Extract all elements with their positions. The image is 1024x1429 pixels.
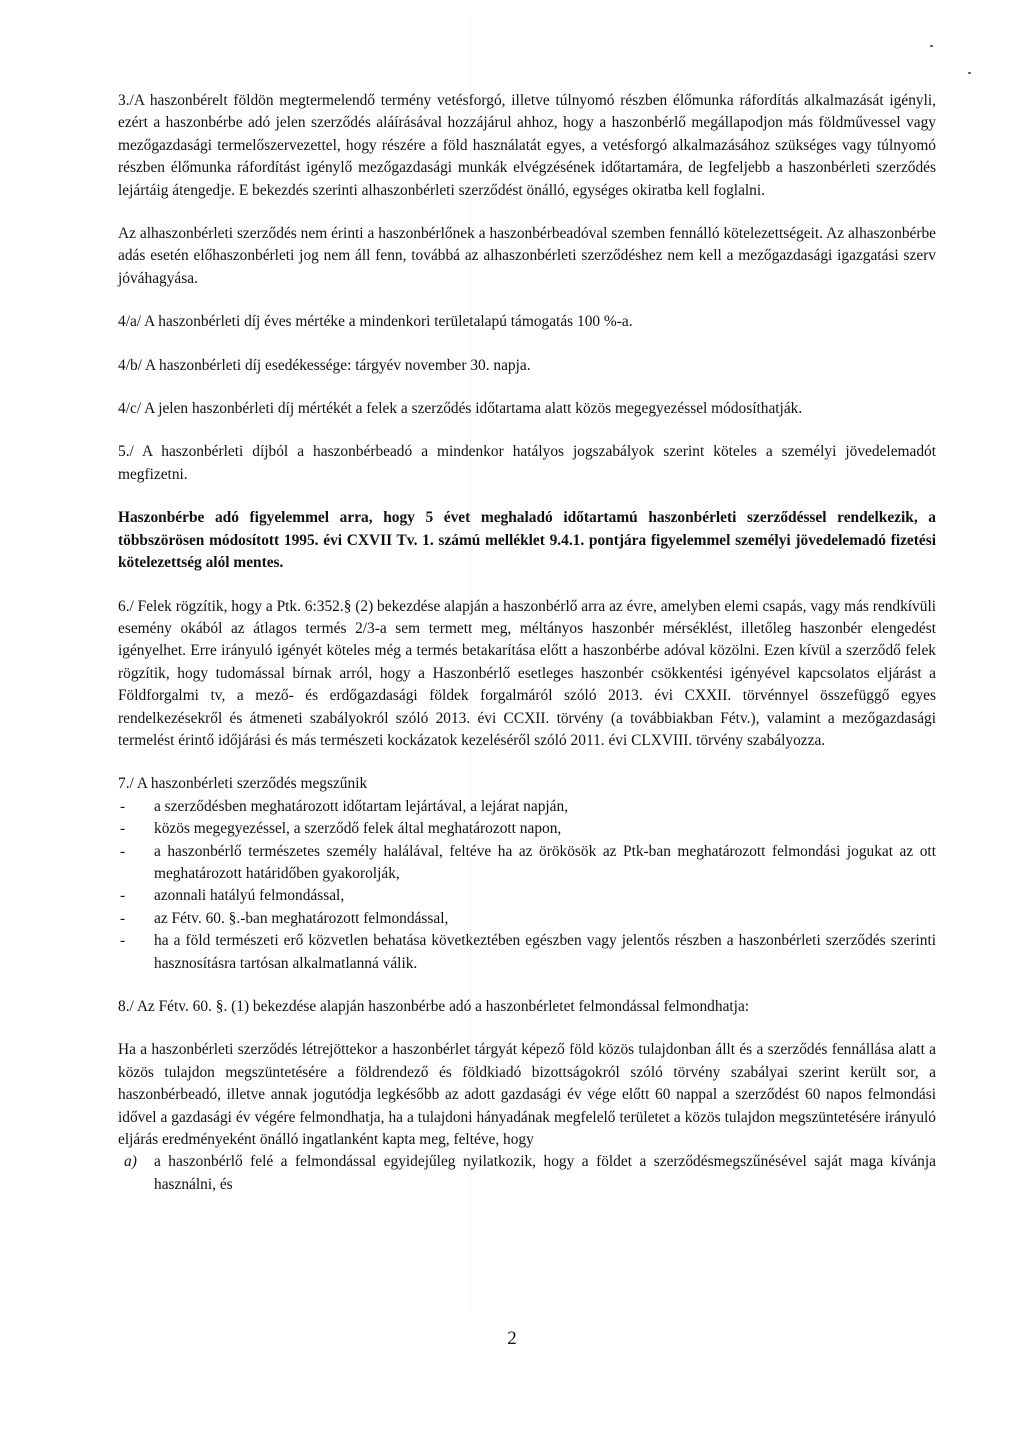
termination-list — [118, 796, 936, 975]
paragraph-4c: 4/c/ A jelen haszonbérleti díj mértékét a felek a szerződés időtartama alatt közös megegyezéssel módosíthatják. — [118, 400, 803, 418]
list-item — [118, 930, 936, 975]
list-marker: - — [120, 909, 126, 927]
list-item-text: közös megegyezéssel, a szerződő felek által meghatározott napon, — [154, 820, 562, 838]
list-marker: - — [120, 820, 126, 838]
list-item-text: ha a föld természeti erő közvetlen behatása következtében egészben vagy jelentős részben a haszonbérleti szerződés szerinti hasznosításra tartósan alkalmatlanná válik. — [154, 932, 936, 972]
list-marker: - — [120, 842, 126, 860]
list-marker: - — [120, 932, 126, 950]
paragraph-6: 6./ Felek rögzítik, hogy a Ptk. 6:352.§ (2) bekezdése alapján a haszonbérlő arra az évre, amelyben elemi csapás, vagy más rendkívüli esemény okából az átlagos termés 2/3-a sem termett meg, méltányos haszonbér mérséklést, illetőleg haszonbér elengedést igényelhet. Erre irányuló igényét köteles még a termés betakarítása előtt a haszonbérbe adóval közölni. Ezen kívül a szerződő felek rögzítik, hogy tudomással bírnak arról, hogy a Haszonbérlő esetleges haszonbér csökkentési igényével kapcsolatos eljárást a Földforgalmi tv, a mező- és erdőgazdasági földek forgalmáról szóló 2013. évi CXXII. törvénnyel összefüggő egyes rendelkezésekről és átmeneti szabályokról szóló 2013. évi CCXII. törvény (a továbbiakban Fétv.), valamint a mezőgazdasági termelést érintő időjárási és más természeti kockázatok kezeléséről szóló 2011. évi CLXVIII. törvény szabályozza. — [118, 597, 936, 749]
document-page — [118, 90, 936, 1196]
scan-speck — [968, 72, 971, 74]
list-item-text: a szerződésben meghatározott időtartam lejártával, a lejárat napján, — [154, 797, 569, 815]
list-marker: a) — [124, 1153, 137, 1171]
paragraph-4b: 4/b/ A haszonbérleti díj esedékessége: tárgyév november 30. napja. — [118, 356, 531, 374]
list-marker: - — [120, 797, 126, 815]
list-item — [118, 1151, 936, 1196]
list-item-text: az Fétv. 60. §.-ban meghatározott felmondással, — [154, 909, 449, 927]
section-7 — [118, 773, 936, 975]
list-item-text: a haszonbérlő felé a felmondással egyidejűleg nyilatkozik, hogy a földet a szerződésmegszűnésével saját maga kívánja használni, és — [154, 1153, 936, 1193]
paragraph-5-tax-exemption: Haszonbérbe adó figyelemmel arra, hogy 5 évet meghaladó időtartamú haszonbérleti szerződéssel rendelkezik, a többszörösen módosított 1995. évi CXVII Tv. 1. számú melléklet 9.4.1. pontjára figyelemmel személyi jövedelemadó fizetési kötelezettség alól mentes. — [118, 509, 936, 572]
list-item — [118, 796, 936, 818]
list-item — [118, 908, 936, 930]
list-marker: - — [120, 887, 126, 905]
scan-speck — [930, 45, 933, 47]
list-item-text: azonnali hatályú felmondással, — [154, 887, 345, 905]
condition-list — [118, 1151, 936, 1196]
list-item — [118, 818, 936, 840]
paragraph-5: 5./ A haszonbérleti díjból a haszonbérbeadó a mindenkor hatályos jogszabályok szerint köteles a személyi jövedelemadót megfizetni. — [118, 443, 936, 483]
paragraph-3: 3./A haszonbérelt földön megtermelendő termény vetésforgó, illetve túlnyomó részben élőmunka ráfordítás alkalmazását igényli, ezért a haszonbérbe adó jelen szerződés aláírásával hozzájárul ahhoz, hogy a haszonbérlő megállapodjon más földművessel vagy mezőgazdasági termelőszervezettel, hogy részére a föld használatát egyes, a vetésforgó alkalmazásához szükséges vagy túlnyomó részben élőmunka ráfordítást igénylő mezőgazdasági munkák elvégzésének időtartamára, de legfeljebb a haszonbérleti szerződés lejártáig átengedje. E bekezdés szerinti alhaszonbérleti szerződést önálló, egységes okiratba kell foglalni. — [118, 92, 936, 199]
paragraph-4a: 4/a/ A haszonbérleti díj éves mértéke a mindenkori területalapú támogatás 100 %-a. — [118, 313, 633, 331]
paragraph-3-sublease: Az alhaszonbérleti szerződés nem érinti a haszonbérlőnek a haszonbérbeadóval szemben fennálló kötelezettségeit. Az alhaszonbérbe adás esetén előhaszonbérleti jog nem áll fenn, továbbá az alhaszonbérleti szerződéshez nem kell a mezőgazdasági igazgatási szerv jóváhagyása. — [118, 225, 936, 287]
page-number: 2 — [507, 1328, 517, 1349]
list-item — [118, 885, 936, 907]
paragraph-8: 8./ Az Fétv. 60. §. (1) bekezdése alapján haszonbérbe adó a haszonbérletet felmondással felmondhatja: — [118, 998, 750, 1015]
paragraph-8-body: Ha a haszonbérleti szerződés létrejöttekor a haszonbérlet tárgyát képező föld közös tulajdonban állt és a szerződés fennállása alatt a közös tulajdon megszüntetésére a földrendező és földkiadó bizottságokról szóló törvény szabályai szerint került sor, a haszonbérbeadó, illetve annak jogutódja legkésőbb az adott gazdasági év vége előtt 60 nappal a szerződést 60 napos felmondási idővel a gazdasági év végére felmondhatja, ha a tulajdoni hányadának megfelelő területet a közös tulajdon megszüntetésére irányuló eljárás eredményeként önálló ingatlanként kapta meg, feltéve, hogy — [118, 1041, 936, 1149]
paragraph-7-intro: 7./ A haszonbérleti szerződés megszűnik — [118, 775, 368, 793]
list-item-text: a haszonbérlő természetes személy halálával, feltéve ha az örökösök az Ptk-ban meghatározott felmondási jogukat az ott meghatározott határidőben gyakorolják, — [154, 842, 936, 882]
list-item — [118, 841, 936, 886]
